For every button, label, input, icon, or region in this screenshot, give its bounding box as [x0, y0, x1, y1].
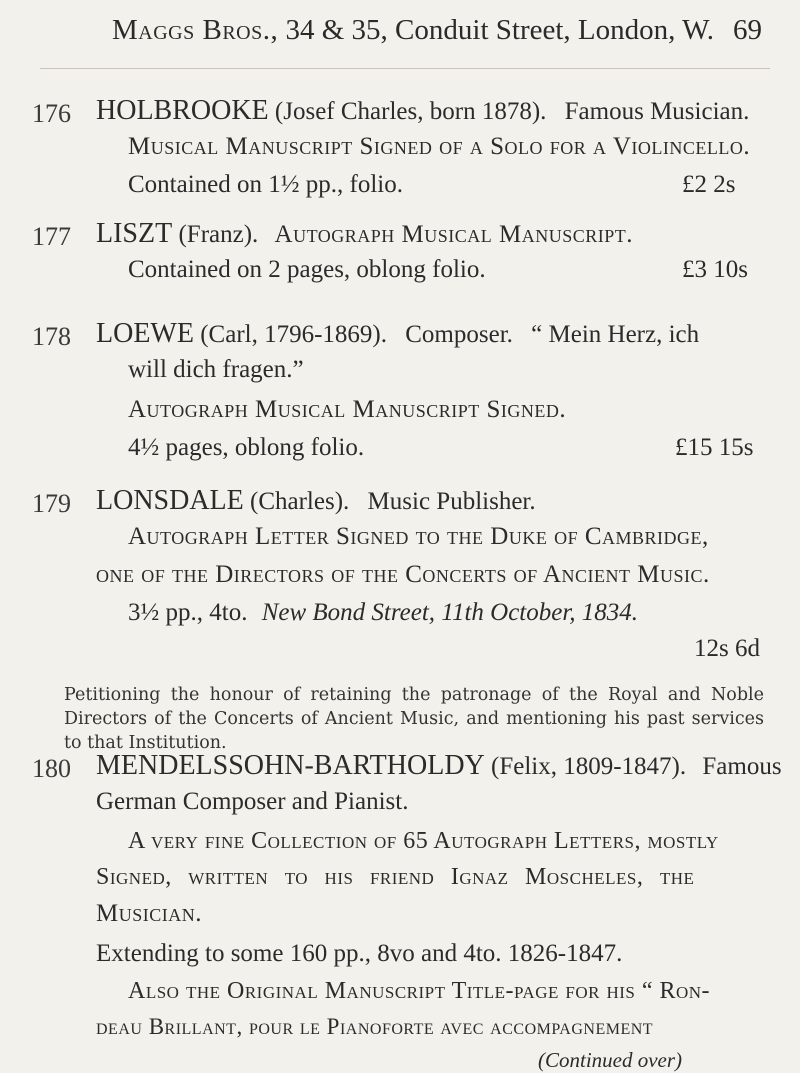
entry-price: £3 10s [682, 256, 748, 283]
entry-name: LISZT [96, 218, 173, 249]
entry-format: Contained on 1½ pp., folio. [128, 171, 403, 198]
entry-number: 179 [32, 489, 71, 518]
entry-format: 4½ pages, oblong folio. [128, 434, 365, 461]
header-firm: Maggs Bros., [112, 14, 279, 46]
entry-description: Musical Manuscript Signed of a Solo for a Violincello. [128, 133, 751, 160]
entry-quote-end: will dich fragen.” [128, 356, 304, 383]
entry-role: Composer. [405, 321, 513, 348]
entry-description: Autograph Letter Signed to the Duke of Cambridge, [128, 523, 709, 550]
entry-detail: (Franz). [178, 221, 259, 248]
entry-description: Autograph Musical Manuscript Signed. [128, 396, 567, 423]
entry-description-cont: Signed, written to his friend Ignaz Moscheles, the [96, 864, 695, 890]
entry-description-cont: one of the Directors of the Concerts of Ancient Music. [96, 561, 710, 588]
entry-number: 180 [32, 754, 71, 783]
entry-dateline: New Bond Street, 11th October, 1834. [261, 599, 639, 626]
page-number: 69 [733, 14, 762, 46]
entry-note: Petitioning the honour of retaining the patronage of the Royal and Noble Directors of the Concerts of Ancient Music, and mentioning his past services to that Institution. [64, 685, 764, 753]
entry-number: 177 [32, 222, 71, 251]
continued-note: (Continued over) [538, 1048, 683, 1072]
entry-name: LONSDALE [96, 485, 244, 516]
entry-role: Famous [702, 753, 782, 780]
entry-detail: (Felix, 1809-1847). [491, 753, 687, 780]
entry-role: Music Publisher. [367, 488, 536, 515]
entry-format: 3½ pp., 4to. [128, 599, 248, 626]
entry-additional-cont: deau Brillant, pour le Pianoforte avec accompagnement [96, 1014, 654, 1039]
entry-detail: (Carl, 1796-1869). [200, 321, 387, 348]
entry-detail: (Josef Charles, born 1878). [274, 98, 547, 125]
entry-role: Famous Musician. [564, 98, 750, 125]
entry-number: 178 [32, 322, 71, 351]
entry-description-end: Musician. [96, 900, 202, 927]
entry-price: £15 15s [675, 434, 754, 461]
header-address: 34 & 35, Conduit Street, London, W. [285, 14, 715, 46]
entry-additional: Also the Original Manuscript Title-page for his “ Ron- [128, 978, 711, 1004]
entry-format: Contained on 2 pages, oblong folio. [128, 256, 486, 283]
entry-name: HOLBROOKE [96, 95, 269, 126]
running-header [112, 14, 762, 60]
entry-number: 176 [32, 99, 71, 128]
entry-name: MENDELSSOHN-BARTHOLDY [96, 750, 485, 781]
entry-role-cont: German Composer and Pianist. [96, 788, 409, 815]
entry-name: LOEWE [96, 318, 194, 349]
entry-format: Extending to some 160 pp., 8vo and 4to. 1826-1847. [96, 940, 623, 967]
entry-description: Autograph Musical Manuscript. [274, 221, 634, 248]
entry-price: 12s 6d [694, 635, 760, 662]
entry-description: A very fine Collection of 65 Autograph Letters, mostly [128, 828, 719, 854]
entry-price: £2 2s [682, 171, 736, 198]
entry-detail: (Charles). [250, 488, 350, 515]
header-rule [40, 68, 770, 69]
entry-quote: “ Mein Herz, ich [531, 321, 700, 348]
